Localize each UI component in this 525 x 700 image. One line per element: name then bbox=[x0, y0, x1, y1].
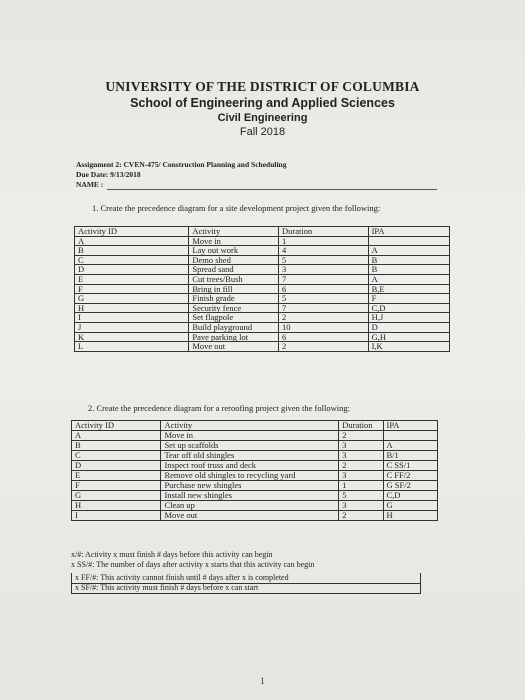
school-title: School of Engineering and Applied Sciences bbox=[130, 96, 395, 110]
activity-cell: Finish grade bbox=[189, 294, 279, 304]
legend-note-4: x SF/#: This activity must finish # days before x can start bbox=[71, 583, 421, 594]
activity-id-cell: E bbox=[72, 471, 161, 481]
legend-note-3: x FF/#: This activity cannot finish until # days after x is completed bbox=[71, 573, 421, 584]
column-header: Activity ID bbox=[75, 227, 189, 237]
name-field-line bbox=[107, 181, 437, 190]
activity-cell: Cut trees/Bush bbox=[189, 274, 279, 284]
table-row bbox=[75, 274, 450, 284]
university-title: UNIVERSITY OF THE DISTRICT OF COLUMBIA bbox=[105, 79, 420, 94]
ipa-cell: C,D bbox=[383, 491, 438, 501]
ipa-cell: G bbox=[383, 501, 438, 511]
activity-cell: Move in bbox=[189, 236, 279, 246]
activity-cell: Inspect roof truss and deck bbox=[161, 461, 339, 471]
activity-id-cell: H bbox=[75, 303, 189, 313]
ipa-cell: C FF/2 bbox=[383, 471, 438, 481]
table-row bbox=[75, 342, 450, 352]
activity-id-cell: D bbox=[72, 461, 161, 471]
table-row bbox=[75, 303, 450, 313]
duration-cell: 6 bbox=[278, 332, 368, 342]
duration-cell: 6 bbox=[278, 284, 368, 294]
duration-cell: 2 bbox=[278, 313, 368, 323]
activity-cell: Move in bbox=[161, 431, 339, 441]
ipa-cell: C SS/1 bbox=[383, 461, 438, 471]
activity-id-cell: G bbox=[75, 294, 189, 304]
duration-cell: 3 bbox=[339, 501, 383, 511]
table-header-row bbox=[72, 421, 438, 431]
ipa-cell: A bbox=[368, 274, 449, 284]
ipa-cell: I,K bbox=[368, 342, 449, 352]
activity-cell: Clean up bbox=[161, 501, 339, 511]
activity-id-cell: C bbox=[75, 255, 189, 265]
activity-id-cell: E bbox=[75, 274, 189, 284]
column-header: IPA bbox=[368, 227, 449, 237]
table-row bbox=[75, 322, 450, 332]
activity-cell: Bring in fill bbox=[189, 284, 279, 294]
table-header-row bbox=[75, 227, 450, 237]
table-row bbox=[75, 265, 450, 275]
activity-id-cell: K bbox=[75, 332, 189, 342]
ipa-cell: G,H bbox=[368, 332, 449, 342]
ipa-cell: F bbox=[368, 294, 449, 304]
table-row bbox=[72, 431, 438, 441]
column-header: Activity bbox=[161, 421, 339, 431]
duration-cell: 5 bbox=[339, 491, 383, 501]
legend-note-2: x SS/#: The number of days after activity x starts that this activity can begin bbox=[71, 560, 315, 569]
activity-cell: Pave parking lot bbox=[189, 332, 279, 342]
table-row bbox=[72, 471, 438, 481]
duration-cell: 3 bbox=[339, 471, 383, 481]
table-row bbox=[72, 441, 438, 451]
activity-id-cell: A bbox=[72, 431, 161, 441]
ipa-cell bbox=[368, 236, 449, 246]
table-row bbox=[75, 246, 450, 256]
duration-cell: 7 bbox=[278, 303, 368, 313]
column-header: Activity bbox=[189, 227, 279, 237]
table-row bbox=[75, 332, 450, 342]
ipa-cell: B/1 bbox=[383, 451, 438, 461]
activity-cell: Build playground bbox=[189, 322, 279, 332]
ipa-cell: A bbox=[383, 441, 438, 451]
due-date: Due Date: 9/13/2018 bbox=[76, 170, 141, 179]
table-row bbox=[72, 491, 438, 501]
activity-cell: Remove old shingles to recycling yard bbox=[161, 471, 339, 481]
activity-cell: Install new shingles bbox=[161, 491, 339, 501]
activity-cell: Set flagpole bbox=[189, 313, 279, 323]
page-number: 1 bbox=[260, 676, 265, 686]
activity-id-cell: G bbox=[72, 491, 161, 501]
activity-id-cell: B bbox=[72, 441, 161, 451]
column-header: Duration bbox=[278, 227, 368, 237]
table-row bbox=[75, 313, 450, 323]
duration-cell: 2 bbox=[339, 511, 383, 521]
column-header: Activity ID bbox=[72, 421, 161, 431]
reroofing-table bbox=[71, 420, 438, 521]
activity-id-cell: A bbox=[75, 236, 189, 246]
assignment-meta bbox=[76, 160, 437, 190]
department-title: Civil Engineering bbox=[217, 112, 308, 124]
table-row bbox=[72, 451, 438, 461]
name-label: NAME : bbox=[76, 180, 104, 189]
ipa-cell: D bbox=[368, 322, 449, 332]
activity-id-cell: J bbox=[75, 322, 189, 332]
activity-id-cell: F bbox=[72, 481, 161, 491]
activity-cell: Move out bbox=[161, 511, 339, 521]
activity-cell: Tear off old shingles bbox=[161, 451, 339, 461]
table-row bbox=[72, 481, 438, 491]
activity-id-cell: B bbox=[75, 246, 189, 256]
site-development-table bbox=[74, 226, 450, 352]
ipa-cell bbox=[383, 431, 438, 441]
duration-cell: 1 bbox=[278, 236, 368, 246]
ipa-cell: G SF/2 bbox=[383, 481, 438, 491]
column-header: Duration bbox=[339, 421, 383, 431]
duration-cell: 10 bbox=[278, 322, 368, 332]
activity-id-cell: L bbox=[75, 342, 189, 352]
duration-cell: 3 bbox=[278, 265, 368, 275]
ipa-cell: H,J bbox=[368, 313, 449, 323]
ipa-cell: A bbox=[368, 246, 449, 256]
activity-cell: Security fence bbox=[189, 303, 279, 313]
table-row bbox=[75, 236, 450, 246]
table-row bbox=[72, 501, 438, 511]
duration-cell: 5 bbox=[278, 255, 368, 265]
table-row bbox=[75, 294, 450, 304]
ipa-cell: B,E bbox=[368, 284, 449, 294]
question-1: 1. Create the precedence diagram for a site development project given the following: bbox=[92, 203, 381, 213]
duration-cell: 4 bbox=[278, 246, 368, 256]
table-row bbox=[72, 461, 438, 471]
document-header bbox=[0, 78, 525, 139]
duration-cell: 2 bbox=[339, 461, 383, 471]
activity-cell: Purchase new shingles bbox=[161, 481, 339, 491]
duration-cell: 2 bbox=[339, 431, 383, 441]
activity-id-cell: D bbox=[75, 265, 189, 275]
activity-cell: Spread sand bbox=[189, 265, 279, 275]
assignment-label: Assignment 2: CVEN-475/ Construction Planning and Scheduling bbox=[76, 160, 287, 169]
legend-note-1: x/#: Activity x must finish # days before this activity can begin bbox=[71, 550, 273, 559]
ipa-cell: B bbox=[368, 265, 449, 275]
activity-id-cell: I bbox=[75, 313, 189, 323]
table-row bbox=[72, 511, 438, 521]
activity-cell: Move out bbox=[189, 342, 279, 352]
activity-id-cell: H bbox=[72, 501, 161, 511]
duration-cell: 5 bbox=[278, 294, 368, 304]
activity-cell: Set up scaffolds bbox=[161, 441, 339, 451]
column-header: IPA bbox=[383, 421, 438, 431]
term-label: Fall 2018 bbox=[239, 126, 286, 138]
question-2: 2. Create the precedence diagram for a reroofing project given the following: bbox=[88, 403, 350, 413]
activity-id-cell: I bbox=[72, 511, 161, 521]
duration-cell: 7 bbox=[278, 274, 368, 284]
activity-cell: Lay out work bbox=[189, 246, 279, 256]
duration-cell: 2 bbox=[278, 342, 368, 352]
ipa-cell: C,D bbox=[368, 303, 449, 313]
duration-cell: 1 bbox=[339, 481, 383, 491]
activity-id-cell: C bbox=[72, 451, 161, 461]
duration-cell: 3 bbox=[339, 451, 383, 461]
activity-id-cell: F bbox=[75, 284, 189, 294]
table-row bbox=[75, 284, 450, 294]
activity-cell: Demo shed bbox=[189, 255, 279, 265]
ipa-cell: H bbox=[383, 511, 438, 521]
table-row bbox=[75, 255, 450, 265]
ipa-cell: B bbox=[368, 255, 449, 265]
duration-cell: 3 bbox=[339, 441, 383, 451]
